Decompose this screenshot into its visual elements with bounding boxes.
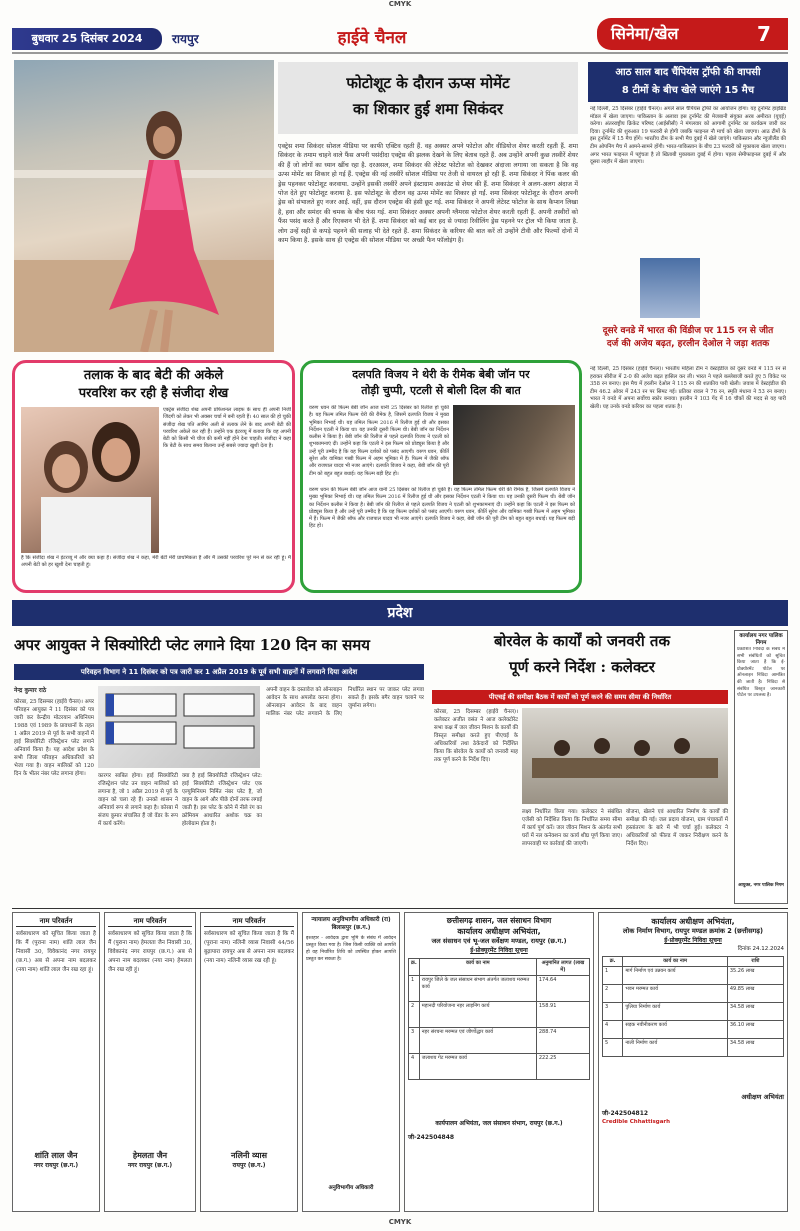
nagar-notice-body: प्रकाशित निविदा के संबंध में सभी संबंधितों को सूचित किया जाता है कि ई-प्रोक्योरमेंट पोर्टल पर ऑनलाइन निविदा आमंत्रित की जाती है। निविदा से संबंधित विस्तृत जानकारी पोर्टल पर उपलब्ध है। <box>737 647 785 699</box>
dalpati-box <box>300 360 582 593</box>
odi-headline-line1: दूसरे वनडे में भारत की विंडीज पर 115 रन से जीत <box>602 326 774 336</box>
tender1-header-4: ई-प्रोक्यूरमेंट निविदा सूचना <box>470 947 528 954</box>
name-change-notice-3 <box>200 912 298 1212</box>
section-banner <box>597 18 788 50</box>
name-change-3-body: सर्वसाधारण को सूचित किया जाता है कि मैं (पुराना नाम) नलिनी व्यास निवासी 44/56 बुढ़ापारा रायपुर अब से अपना नाम बदलकर (नया नाम) नलिनी व्यास रख रही हूं। <box>204 931 294 964</box>
dalpati-headline-line2: तोड़ी चुप्पी, एटली से बोली दिल की बात <box>361 384 521 397</box>
sanjeeda-box <box>12 360 295 593</box>
table-row: 3 नहर संरचना मरम्मत एवं जीर्णोद्धार कार्य 288.74 <box>409 1028 590 1054</box>
name-change-notice-2 <box>104 912 196 1212</box>
nagar-nigam-notice <box>734 630 788 904</box>
tender1-table <box>408 958 590 1080</box>
dalpati-headline-line1: दलपति विजय ने थेरी के रीमेक बेबी जॉन पर <box>352 368 530 381</box>
borewell-article-col1: कोरबा, 25 दिसम्बर (हाईवे चैनल)। कलेक्टर अजीत वसंत ने आज कलेक्टोरेट सभा कक्ष में जल जीवन मिशन के कार्यों की विस्तृत समीक्षा करते हुए पीएचई के अधिकारियों तथा ठेकेदारों को निर्देशित किया कि बोरवेल के कार्यों को जनवरी माह तक पूर्ण करने के निर्देश दिए। <box>434 709 518 763</box>
table-row: 2 महानदी परियोजना नहर लाइनिंग कार्य 158.91 <box>409 1002 590 1028</box>
name-change-2-name: हेमलता जैन <box>132 1151 168 1160</box>
odi-article-body: नई दिल्ली, 25 दिसंबर (हाईवे चैनल)। भारतीय महिला टीम ने वेस्टइंडीज को दूसरे वनडे में 115 रन से हराकर सीरीज में 2-0 की अजेय बढ़त हासिल कर ली। भारत ने पहले बल्लेबाजी करते हुए 5 विकेट पर 358 रन बनाए। इस मैच में हरलीन देओल ने 115 रन की शतकीय पारी खेली। जवाब में वेस्टइंडीज की टीम 46.2 ओवर में 243 रन पर सिमट गई। प्रतिका रावल ने 76 रन, स्मृति मंधाना ने 53 रन बनाए। भारत ने वनडे में अपना सर्वोच्च स्कोर बनाया। हरलीन ने 103 गेंद में 16 चौकों की मदद से यह पारी खेली। यह उनके वनडे करियर का पहला शतक है। <box>590 366 786 410</box>
pradesh-label: प्रदेश <box>387 605 413 621</box>
borewell-headline-box <box>432 628 732 686</box>
table-row: 5 नाली निर्माण कार्य 34.58 लाख <box>603 1039 784 1057</box>
shama-sikandar-photo <box>14 60 274 352</box>
tender2-date: दिनांक 24.12.2024 <box>737 946 784 952</box>
tender1-col-sr: क्र. <box>409 959 420 976</box>
tender2-header-1: कार्यालय अधीक्षण अभियंता, <box>651 917 735 926</box>
name-change-2-body: सर्वसाधारण को सूचित किया जाता है कि मैं (पुराना नाम) हेमलता जैन निवासी 30, विवेकानंद नगर रायपुर (छ.ग.) अब से अपना नाम बदलकर (नया नाम) हेमलता जैन रख रही हूं। <box>108 931 192 973</box>
table-row: 1 रायपुर जिले के जल संसाधन संभाग अंतर्गत जलाशय मरम्मत कार्य 174.64 <box>409 976 590 1002</box>
table-row: 1 मार्ग निर्माण एवं उन्नयन कार्य 35.26 लाख <box>603 967 784 985</box>
table-row: 4 सड़क नवीनीकरण कार्य 36.10 लाख <box>603 1021 784 1039</box>
borewell-subhead: पीएचई की समीक्षा बैठक में कार्यों को पूर्ण करने की समय सीमा की निर्धारित <box>432 690 728 704</box>
odi-headline-box <box>590 325 786 363</box>
cmyk-marker-bottom: CMYK <box>388 1218 412 1226</box>
tender2-table <box>602 956 784 1057</box>
tender1-footer: कार्यपालन अभियंता, जल संसाधन संभाग, रायपुर (छ.ग.) <box>435 1120 563 1127</box>
section-name: सिनेमा/खेल <box>611 24 679 43</box>
shama-headline-line2: का शिकार हुई शमा सिकंदर <box>353 100 503 118</box>
security-subhead: परिवहन विभाग ने 11 दिसंबर को पत्र जारी कर 1 अप्रैल 2019 के पूर्व सभी वाहनों में लगवाने दिया आदेश <box>14 664 424 680</box>
champions-article-body: नई दिल्ली, 25 दिसंबर (हाईवे चैनल)। अगले साल चैंपियंस ट्रॉफी का आयोजन होगा। यह टूर्नामेंट हाइब्रिड मॉडल में खेला जाएगा। पाकिस्तान के अलावा इस टूर्नामेंट की मेजबानी संयुक्त अरब अमीरात (यूएई) करेगा। अंतरराष्ट्रीय क्रिकेट परिषद (आईसीसी) ने मंगलवार को आगामी टूर्नामेंट का कार्यक्रम जारी कर दिया। टूर्नामेंट की शुरुआत 19 फरवरी से होगी जबकि फाइनल नौ मार्च को खेला जाएगा। आठ टीमों के इस टूर्नामेंट में 15 मैच होंगे। भारतीय टीम के सभी मैच दुबई में खेले जाएंगे। पाकिस्तान और न्यूजीलैंड की टीम ओपनिंग मैच में आमने-सामने होंगी। भारत-पाकिस्तान के बीच 23 फरवरी को मुकाबला खेला जाएगा। अगर भारत फाइनल में पहुंचता है तो खिताबी मुकाबला दुबई में होगा। पहला सेमीफाइनल दुबई में और दूसरा लाहौर में खेला जाएगा। <box>590 106 786 166</box>
court-notice-sign: अनुविभागीय अधिकारी <box>328 1185 374 1191</box>
court-notice-title: न्यायालय अनुविभागीय अधिकारी (रा) बिलासपुर (छ.ग.) <box>311 917 391 931</box>
dalpati-photo <box>453 405 575 485</box>
water-resources-tender <box>404 912 594 1212</box>
header-date: बुधवार 25 दिसंबर 2024 <box>12 28 162 50</box>
plate-illustration <box>98 686 260 768</box>
sanjeeda-headline-line2: परवरिश कर रही है संजीदा शेख <box>78 386 229 401</box>
sanjeeda-headline-line1: तलाक के बाद बेटी की अकेले <box>83 368 224 383</box>
borewell-meeting-photo <box>522 708 728 804</box>
name-change-3-address: रायपुर (छ.ग.) <box>232 1162 266 1169</box>
meeting-illustration <box>522 708 728 804</box>
divider <box>12 908 788 909</box>
tender2-col-work: कार्य का नाम <box>623 957 728 967</box>
shama-article-body: एक्ट्रेस शमा सिकंदर सोशल मीडिया पर काफी एक्टिव रहती हैं. वह अक्सर अपने फोटोज और वीडियोज शेयर करती रहती हैं. शमा सिकंदर के तमाम चाहने वाले फैंस अपनी पसंदीदा एक्ट्रेस की झलक देखने के लिए बेताब रहते हैं. अब उन्होंने अपनी कुछ तस्वीरें शेयर की हैं जो लोगों का ध्यान खींच रहा है. दरअसल, शमा सिकंदर की लेटेस्ट फोटोज को देखकर अंदाजा लगाया जा सकता है कि वह ऊप्स मोमेंट का शिकार हो गई हैं. एक्ट्रेस की नई तस्वीरें सोशल मीडिया पर तेजी से वायरल हो रही हैं. शमा सिकंदर ने पिंक कलर की ड्रेस पहनकर फोटोशूट करवाया. उन्होंने इसकी तस्वीरें अपने इंस्टाग्राम अकाउंट से शेयर की हैं. शमा सिकंदर ने अलग-अलग अंदाज में पोज देते हुए फोटोशूट कराया है. इस फोटोशूट के दौरान वह ऊप्स मोमेंट का शिकार हो गईं. शमा सिकंदर फोटोशूट के दौरान अपनी ड्रेस को संभालते हुए नजर आईं. वहीं, इस दौरान एक्ट्रेस की हंसी छूट गई. शमा सिकंदर ने अपनी लेटेस्ट फोटोज के साथ कैप्शन लिखा है, हवा और समंदर की चमक के बीच फंस गई. शमा सिकंदर अक्सर अपनी ग्लैमरस फोटोज शेयर करती रहती हैं. अपनी तस्वीरों को फैंस पसंद करते हैं और रिएक्शन भी देते हैं. शमा सिकंदर को कई बार हद से ज्यादा रिवीलिंग ड्रेस पहनने पर ट्रोल भी किया जाता है. लोग उन्हें सही से कपड़े पहनने की सलाह भी देते रहते हैं. शमा सिकंदर के करियर की बात करें तो उन्होंने टीवी और फिल्मों दोनों में काम किया है. इसके साथ ही एक्ट्रेस की सोशल मीडिया पर अच्छी फैन फॉलोइंग है। <box>278 143 578 245</box>
tender2-col-amount: राशि <box>727 957 783 967</box>
name-change-1-name: शांति लाल जैन <box>34 1151 78 1160</box>
security-headline: अपर आयुक्त ने सिक्योरिटी प्लेट लगाने दिया 120 दिन का समय <box>14 636 370 654</box>
nagar-notice-sign: आयुक्त, नगर पालिक निगम <box>738 883 784 888</box>
sanjeeda-photo <box>21 407 159 553</box>
tender2-header-3: ई-प्रोक्यूरमेंट निविदा सूचना <box>664 937 722 944</box>
name-change-1-title: नाम परिवर्तन <box>16 916 96 927</box>
tender1-header-1: छत्तीसगढ़ शासन, जल संसाधन विभाग <box>446 916 552 925</box>
tender2-sign: अधीक्षण अभियंता <box>741 1093 784 1101</box>
borewell-article-col2: लक्ष्य निर्धारित किया गया। कलेक्टर ने संबंधित एजेंसी को निर्देशित किया कि निर्धारित समय सीमा में कार्य पूर्ण करें। जल जीवन मिशन के अंतर्गत सभी घरों में नल कनेक्शन का कार्य शीघ्र पूर्ण किया जाए। लापरवाही पर कार्रवाई की जाएगी। <box>522 809 622 847</box>
tender1-header-3: जल संसाधन एवं भू-जल सर्वेक्षण मण्डल, रायपुर (छ.ग.) <box>431 937 567 945</box>
tender1-phone: जी-242504848 <box>408 1134 455 1141</box>
name-change-3-name: नलिनी व्यास <box>230 1151 268 1160</box>
name-change-1-body: सर्वसाधारण को सूचित किया जाता है कि मैं (पुराना नाम) शांति लाल जैन निवासी 30, विवेकानंद नगर रायपुर (छ.ग.) अब से अपना नाम बदलकर (नया नाम) शांति लाल जैन रख रहा हूं। <box>16 931 96 973</box>
borewell-article-col3: योजना, खेलने एवं आधारित निर्माण के कार्यों की समीक्षा की गई। जल प्रदाय योजना, ग्राम पंचायतों में हस्तांतरण के बारे में भी चर्चा हुई। कलेक्टर ने अधिकारियों को फील्ड में जाकर निरीक्षण करने के निर्देश दिए। <box>626 809 728 847</box>
name-change-3-title: नाम परिवर्तन <box>204 916 294 927</box>
cricket-photo <box>640 258 700 318</box>
table-row: 4 जलाशय गेट मरम्मत कार्य 222.25 <box>409 1054 590 1080</box>
table-row: 2 भवन मरम्मत कार्य 49.85 लाख <box>603 985 784 1003</box>
shama-headline-box <box>278 62 578 134</box>
champions-headline-box <box>588 62 788 102</box>
security-article-col4: अपनी वाहन के दस्तावेज को ऑनलाइन आवेदन के साथ अपलोड करना होगा। ऑनलाइन आवेदन के बाद वाहन मालिक नंबर प्लेट लगवाने के लिए निर्धारित स्थान पर जाकर प्लेट लगवा सकते हैं। इसके बगैर वाहन चलाने पर जुर्माना लगेगा। <box>266 687 424 717</box>
odi-headline-line2: दर्ज की अजेय बढ़त, हरलीन देओल ने जड़ा शतक <box>606 339 770 349</box>
model-illustration <box>14 60 274 352</box>
tender2-col-sr: क्र. <box>603 957 623 967</box>
dalpati-article-body: वरुण धवन की फिल्म बेबी जॉन आज यानी 25 दिसंबर को रिलीज हो चुकी है। यह फिल्म तमिल फिल्म थेरी की रीमेक है, जिसमें दलपति विजय ने मुख्य भूमिका निभाई थी। यह तमिल फिल्म 2016 में रिलीज हुई थी और इसका निर्देशन एटली ने किया था। यह उनकी दूसरी फिल्म थी। बेबी जॉन का निर्देशन कलीस ने किया है। बेबी जॉन की रिलीज से पहले दलपति विजय ने एटली को शुभकामनाएं दीं। उन्होंने कहा कि एटली ने इस फिल्म को प्रोड्यूस किया है और उन्हें पूरी उम्मीद है कि यह फिल्म दर्शकों को पसंद आएगी। वरुण धवन, कीर्ति सुरेश और वामिका गब्बी फिल्म में अहम भूमिका में हैं। फिल्म में जैकी श्रॉफ और राजपाल यादव भी नजर आएंगे। दलपति विजय ने कहा, बेबी जॉन की पूरी टीम को बहुत बहुत बधाई। यह फिल्म बड़ी हिट हो। <box>309 487 575 530</box>
security-headline-box <box>14 630 424 660</box>
security-byline: नेन्द्र कुमार राठे <box>14 687 47 694</box>
champions-headline-line2: 8 टीमों के बीच खेले जाएंगे 15 मैच <box>621 85 755 96</box>
tender1-header-2: कार्यालय अधीक्षण अभियंता, <box>457 927 541 936</box>
tender2-phone: जी-242504812 <box>602 1110 649 1117</box>
cmyk-marker-top: CMYK <box>388 0 412 8</box>
pwd-tender <box>598 912 788 1212</box>
name-change-2-title: नाम परिवर्तन <box>108 916 192 927</box>
masthead-logo: हाईवे चैनल <box>337 28 407 48</box>
security-article-col1: कोरबा, 25 दिसम्बर (हाईवे चैनल)। अपर परिवहन आयुक्त ने 11 दिसंबर को पत्र जारी कर केन्द्रीय मोटरयान अधिनियम 1988 एवं 1989 के प्रावधानों के तहत 1 अप्रैल 2019 से पूर्व के सभी वाहनों में हाई सिक्योरिटी रजिस्ट्रेशन प्लेट लगाने अनिवार्य किया है। यह आदेश प्रदेश के सभी जिला परिवहन अधिकारियों को भेजा गया है। वाहन मालिकों को 120 दिन के भीतर नंबर प्लेट लगाना होगा। <box>14 699 94 777</box>
court-notice-body: इश्तहार - आवेदक द्वारा भूमि के संबंध में आवेदन प्रस्तुत किया गया है। जिस किसी व्यक्ति को आपत्ति हो वह निर्धारित तिथि को उपस्थित होकर आपत्ति प्रस्तुत कर सकता है। <box>306 936 396 962</box>
table-row: 3 पुलिया निर्माण कार्य 34.58 लाख <box>603 1003 784 1021</box>
credible-chhattisgarh-logo: Credible Chhattisgarh <box>602 1119 671 1125</box>
borewell-headline-line1: बोरवेल के कार्यों को जनवरी तक <box>493 632 670 650</box>
tender1-col-cost: अनुमानित लागत (लाख में) <box>536 959 589 976</box>
tender2-header-2: लोक निर्माण विभाग, रायपुर मण्डल क्रमांक 2 (छत्तीसगढ़) <box>623 927 763 935</box>
tender1-col-work: कार्य का नाम <box>419 959 536 976</box>
name-change-2-address: नगर रायपुर (छ.ग.) <box>127 1162 173 1169</box>
security-article-col2: कारगर साबित होगा। हाई सिक्योरिटी रजिस्ट्रेशन प्लेट उन वाहन मालिकों को लगाना है, जो 1 अप्रैल 2019 से पूर्व के वाहन को चला रहे हैं। उनको शासन ने अनिवार्य रूप से लगाने कहा है। कोरबा में संजय कुमार संचालित हैं जो वेंडर के रूप में कार्य करेंगे। <box>98 773 178 827</box>
name-change-1-address: नगर रायपुर (छ.ग.) <box>33 1162 79 1169</box>
nagar-notice-title: कार्यालय नगर पालिक निगम <box>739 633 783 646</box>
dalpati-article-intro: वरुण धवन की फिल्म बेबी जॉन आज यानी 25 दिसंबर को रिलीज हो चुकी है। यह फिल्म तमिल फिल्म थेरी की रीमेक है, जिसमें दलपति विजय ने मुख्य भूमिका निभाई थी। यह तमिल फिल्म 2016 में रिलीज हुई थी और इसका निर्देशन एटली ने किया था। यह उनकी दूसरी फिल्म थी। बेबी जॉन का निर्देशन कलीस ने किया है। बेबी जॉन की रिलीज से पहले दलपति विजय ने एटली को शुभकामनाएं दीं। उन्होंने कहा कि एटली ने इस फिल्म को प्रोड्यूस किया है और उन्हें पूरी उम्मीद है कि यह फिल्म दर्शकों को पसंद आएगी। वरुण धवन, कीर्ति सुरेश और वामिका गब्बी फिल्म में अहम भूमिका में हैं। फिल्म में जैकी श्रॉफ और राजपाल यादव भी नजर आएंगे। दलपति विजय ने कहा, बेबी जॉन की पूरी टीम को बहुत बहुत बधाई। यह फिल्म बड़ी हिट हो। <box>309 405 449 477</box>
sanjeeda-article-body: एक्ट्रेस संजीदा शेख अपनी प्रोफेशनल लाइफ के साथ ही अपनी निजी जिंदगी को लेकर भी अक्सर चर्चा में बनी रहती हैं। 40 साल की हो चुकी संजीदा शेख पति आमिर अली से तलाक लेने के बाद अपनी बेटी की परवरिश अकेले कर रही हैं। उन्होंने एक इंटरव्यू में बताया कि वह अपनी बेटी को किसी भी चीज की कमी नहीं होने देना चाहती। संजीदा ने कहा कि बेटी के साथ समय बिताना उन्हें सबसे ज्यादा खुशी देता है। <box>163 407 291 450</box>
page-number: 7 <box>757 22 771 46</box>
mother-daughter-illustration <box>21 407 159 553</box>
pradesh-section-bar <box>12 600 788 626</box>
security-article-col3: क्या है हाई सिक्योरिटी रजिस्ट्रेशन प्लेट: हाई सिक्योरिटी रजिस्ट्रेशन प्लेट एक एल्युमिनियम निर्मित नंबर प्लेट है, जो वाहन के आगे और पीछे दोनों तरफ लगाई जाती है। इस प्लेट के कोने में नीले रंग का क्रोमियम आधारित अशोक चक्र का होलोग्राम होता है। <box>182 773 262 827</box>
page-header <box>12 14 788 54</box>
header-city: रायपुर <box>172 32 199 46</box>
champions-headline-line1: आठ साल बाद चैंपियंस ट्रॉफी की वापसी <box>615 67 761 78</box>
court-notice <box>302 912 400 1212</box>
name-change-notice-1 <box>12 912 100 1212</box>
number-plates-photo <box>98 686 260 768</box>
borewell-headline-line2: पूर्ण करने निर्देश : कलेक्टर <box>509 658 655 676</box>
sanjeeda-article-continued: हैं कि संजीदा शेख ने इंटरव्यू में और क्या कहा है। संजीदा शेख ने कहा, मेरी बेटी मेरी प्राथमिकता है और मैं उसकी परवरिश पूरे मन से कर रही हूं। मैं अपनी बेटी को हर खुशी देना चाहती हूं। <box>21 555 291 569</box>
shama-headline-line1: फोटोशूट के दौरान ऊप्स मोमेंट <box>346 74 510 92</box>
